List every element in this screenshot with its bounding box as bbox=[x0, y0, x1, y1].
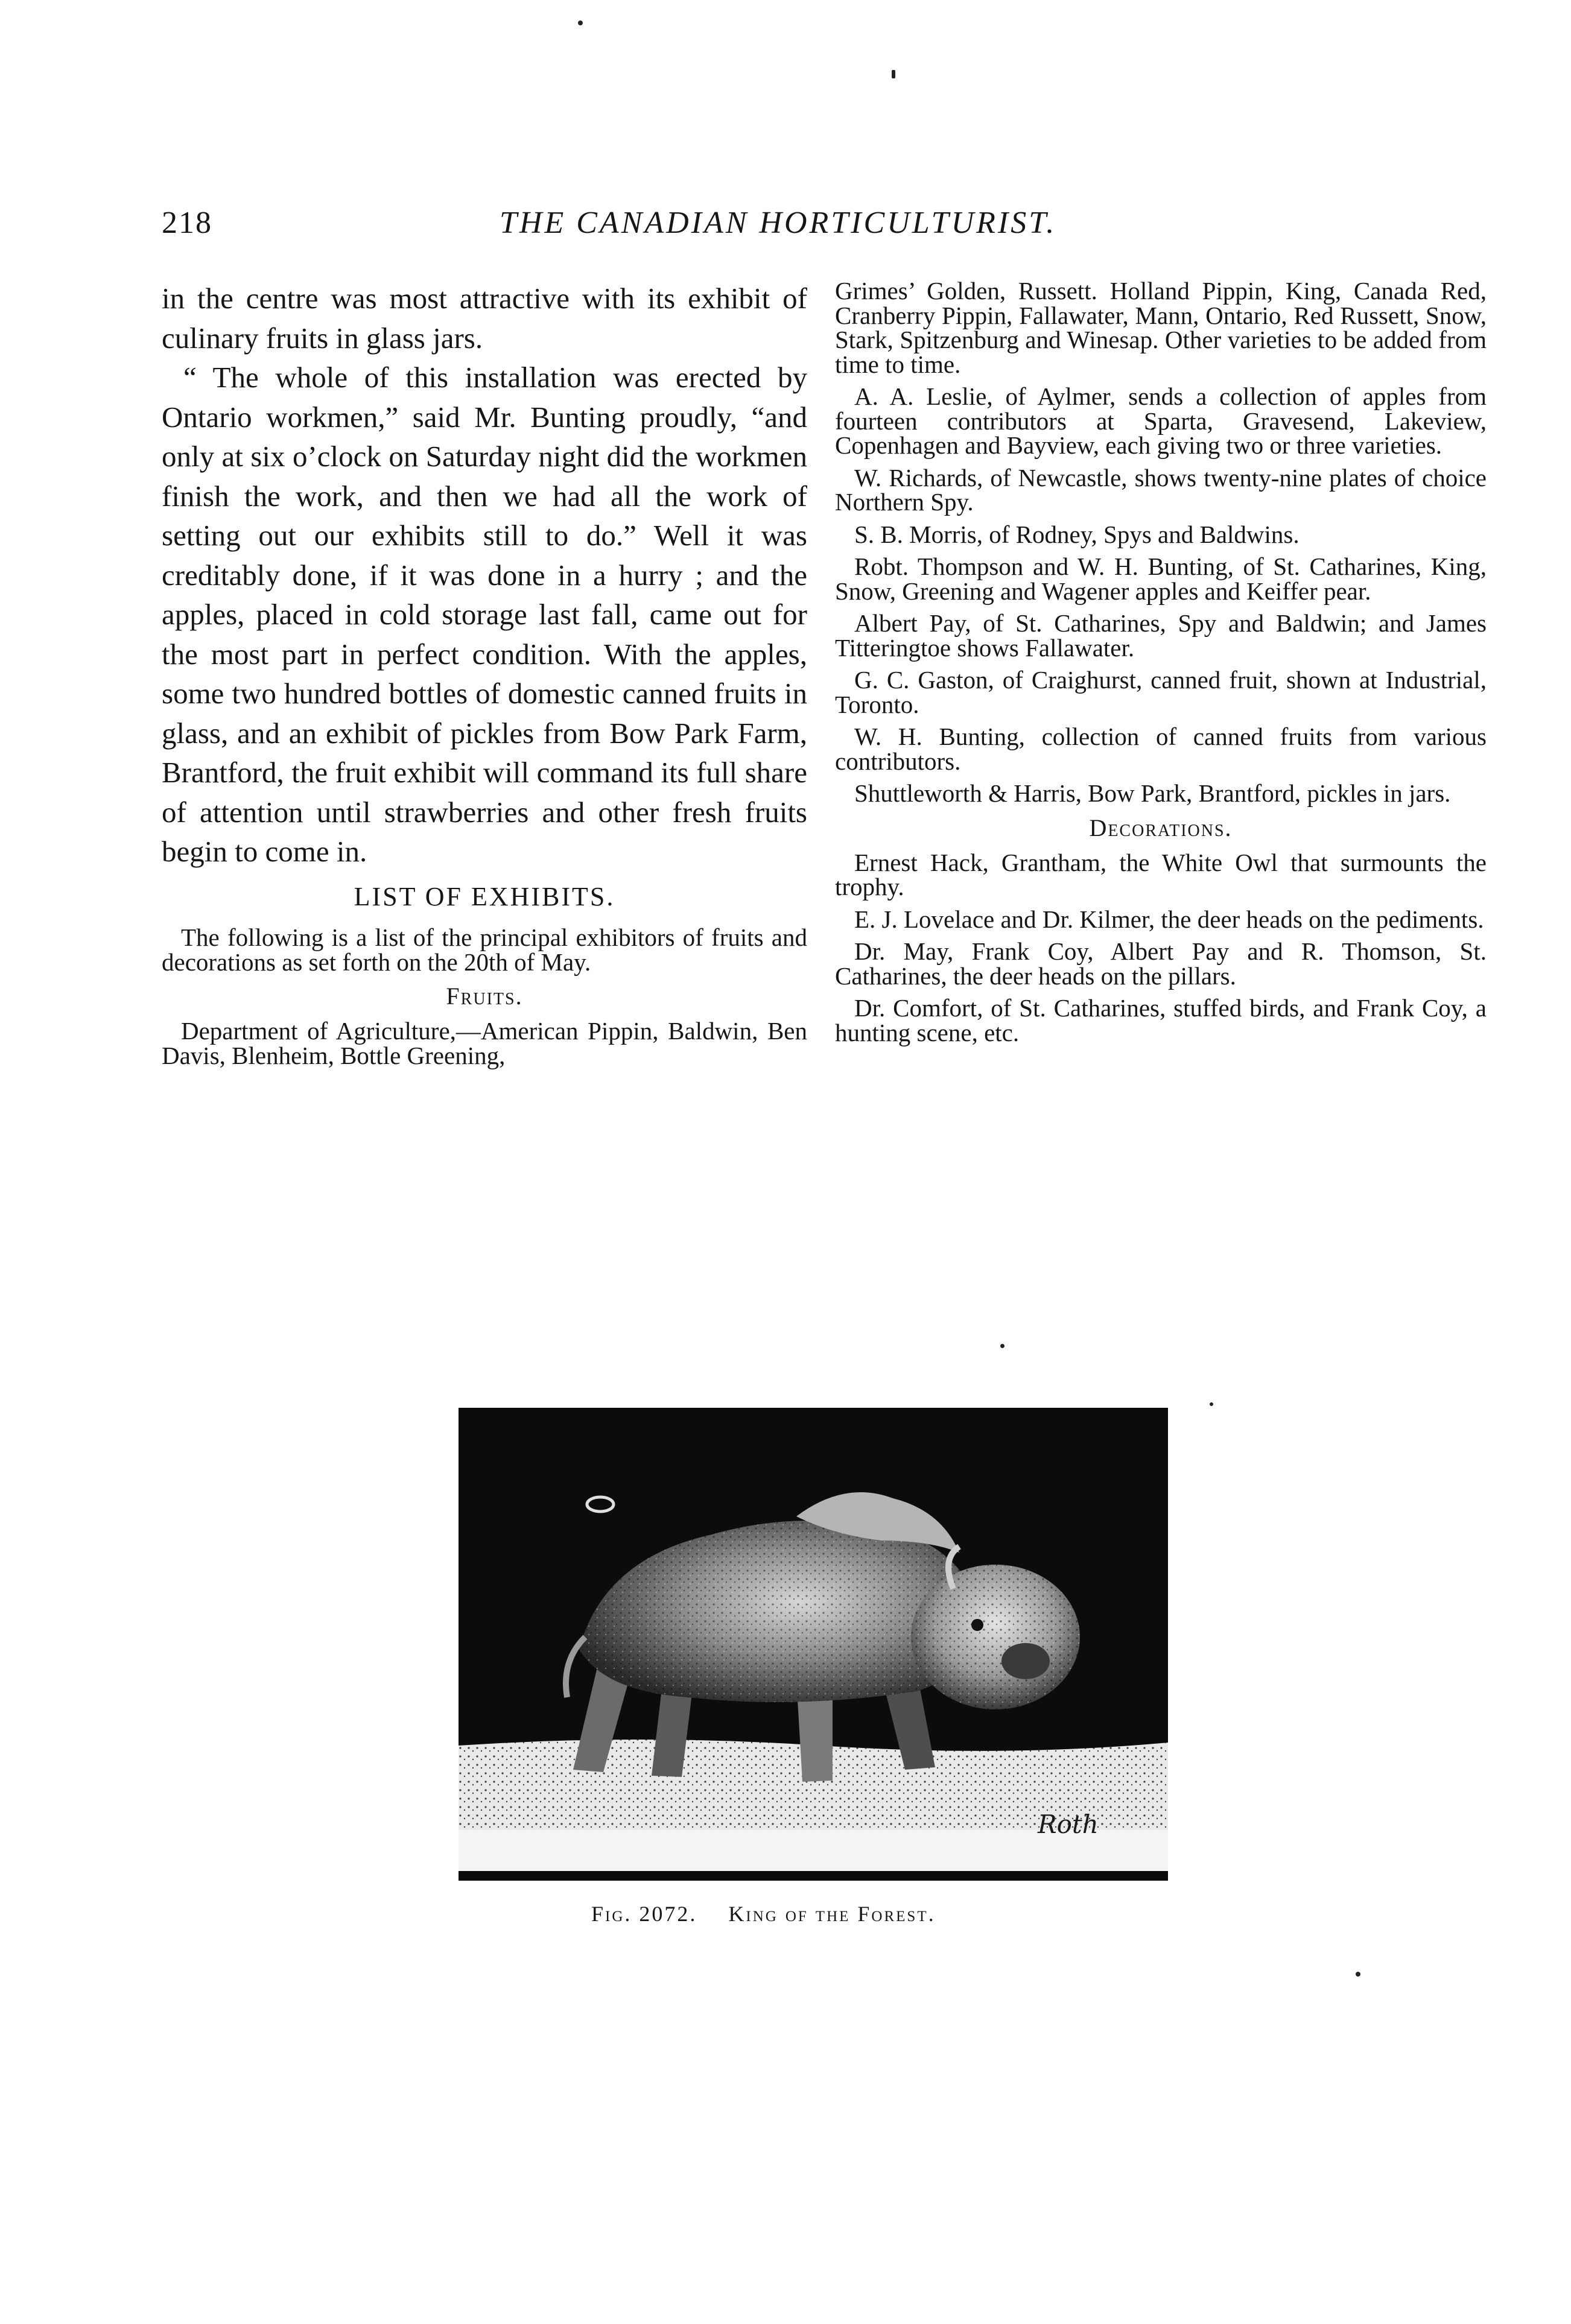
decoration-entry: Dr. May, Frank Coy, Albert Pay and R. Thomson, St. Catharines, the deer heads on the pillars. bbox=[835, 937, 1487, 990]
fruit-entry: Robt. Thompson and W. H. Bunting, of St. Catharines, King, Snow, Greening and Wagener apples and Keiffer pear. bbox=[835, 553, 1487, 605]
figure-title: King of the Forest. bbox=[728, 1902, 936, 1926]
right-column bbox=[835, 279, 1487, 1053]
paragraph: in the centre was most attractive with its exhibit of culinary fruits in glass jars. bbox=[162, 282, 807, 355]
list-intro: The following is a list of the principal exhibitors of fruits and decorations as set forth on the 20th of May. bbox=[162, 923, 807, 976]
figure-caption bbox=[591, 1901, 1074, 1927]
fruits-list bbox=[162, 1016, 807, 1069]
paragraph: “ The whole of this installation was erected by Ontario workmen,” said Mr. Bunting proudly, “and only at six o’clock on Saturday night did the workmen finish the work, and then we had all the work of setting out our exhibits still to do.” Well it was creditably done, if it was done in a hurry ; and the apples, placed in cold storage last fall, came out for the most part in perfect condition. With the apples, some two hundred bottles of domestic canned fruits in glass, and an exhibit of pickles from Bow Park Farm, Brantford, the fruit exhibit will command its full share of attention until strawberries and other fresh fruits begin to come in. bbox=[162, 361, 807, 868]
print-speck bbox=[578, 21, 583, 25]
print-speck bbox=[1000, 1344, 1004, 1348]
figure-number: Fig. 2072. bbox=[591, 1902, 697, 1926]
fruit-entry: S. B. Morris, of Rodney, Spys and Baldwins. bbox=[854, 520, 1300, 548]
fruit-entry: Department of Agriculture,—American Pippin, Baldwin, Ben Davis, Blenheim, Bottle Greening, bbox=[162, 1016, 807, 1069]
article-body bbox=[162, 279, 807, 872]
engraver-signature: Roth bbox=[1038, 1809, 1099, 1839]
bison-illustration bbox=[459, 1408, 1168, 1881]
running-title: THE CANADIAN HORTICULTURIST. bbox=[500, 206, 1057, 240]
fruit-entry: A. A. Leslie, of Aylmer, sends a collection of apples from fourteen contributors at Sparta, Gravesend, Lakeview, Copenhagen and Bayview, each giving two or three varieties. bbox=[835, 382, 1487, 459]
list-heading: LIST OF EXHIBITS. bbox=[354, 881, 615, 911]
print-speck bbox=[892, 70, 895, 78]
list-intro-block bbox=[162, 925, 807, 975]
decorations-subheading: Decorations. bbox=[1089, 814, 1233, 841]
fruit-entry: G. C. Gaston, of Craighurst, canned fruit, shown at Industrial, Toronto. bbox=[835, 666, 1487, 718]
fruit-entry: W. Richards, of Newcastle, shows twenty-nine plates of choice Northern Spy. bbox=[835, 463, 1487, 516]
left-column bbox=[162, 279, 807, 1075]
fruit-entry: W. H. Bunting, collection of canned fruits from various contributors. bbox=[835, 723, 1487, 775]
print-speck bbox=[1356, 1972, 1360, 1977]
bison-engraving bbox=[459, 1408, 1168, 1881]
page-number: 218 bbox=[162, 206, 212, 240]
print-speck bbox=[1210, 1402, 1213, 1406]
decoration-entry: E. J. Lovelace and Dr. Kilmer, the deer heads on the pediments. bbox=[854, 905, 1484, 933]
page-header bbox=[162, 205, 1175, 253]
fruits-list-continued bbox=[835, 279, 1487, 806]
decorations-list bbox=[835, 850, 1487, 1045]
fruit-entry: Albert Pay, of St. Catharines, Spy and Baldwin; and James Titteringtoe shows Fallawater. bbox=[835, 609, 1487, 662]
fruits-subheading: Fruits. bbox=[446, 982, 523, 1010]
fruit-entry: Shuttleworth & Harris, Bow Park, Brantford, pickles in jars. bbox=[854, 779, 1451, 807]
decoration-entry: Ernest Hack, Grantham, the White Owl that surmounts the trophy. bbox=[835, 848, 1487, 901]
fruit-entry-continued: Grimes’ Golden, Russett. Holland Pippin, King, Canada Red, Cranberry Pippin, Fallawater, Mann, Ontario, Red Russett, Snow, Stark, Spitzenburg and Winesap. Other varieties to be added from time to time. bbox=[835, 277, 1487, 378]
decoration-entry: Dr. Comfort, of St. Catharines, stuffed birds, and Frank Coy, a hunting scene, etc. bbox=[835, 994, 1487, 1046]
